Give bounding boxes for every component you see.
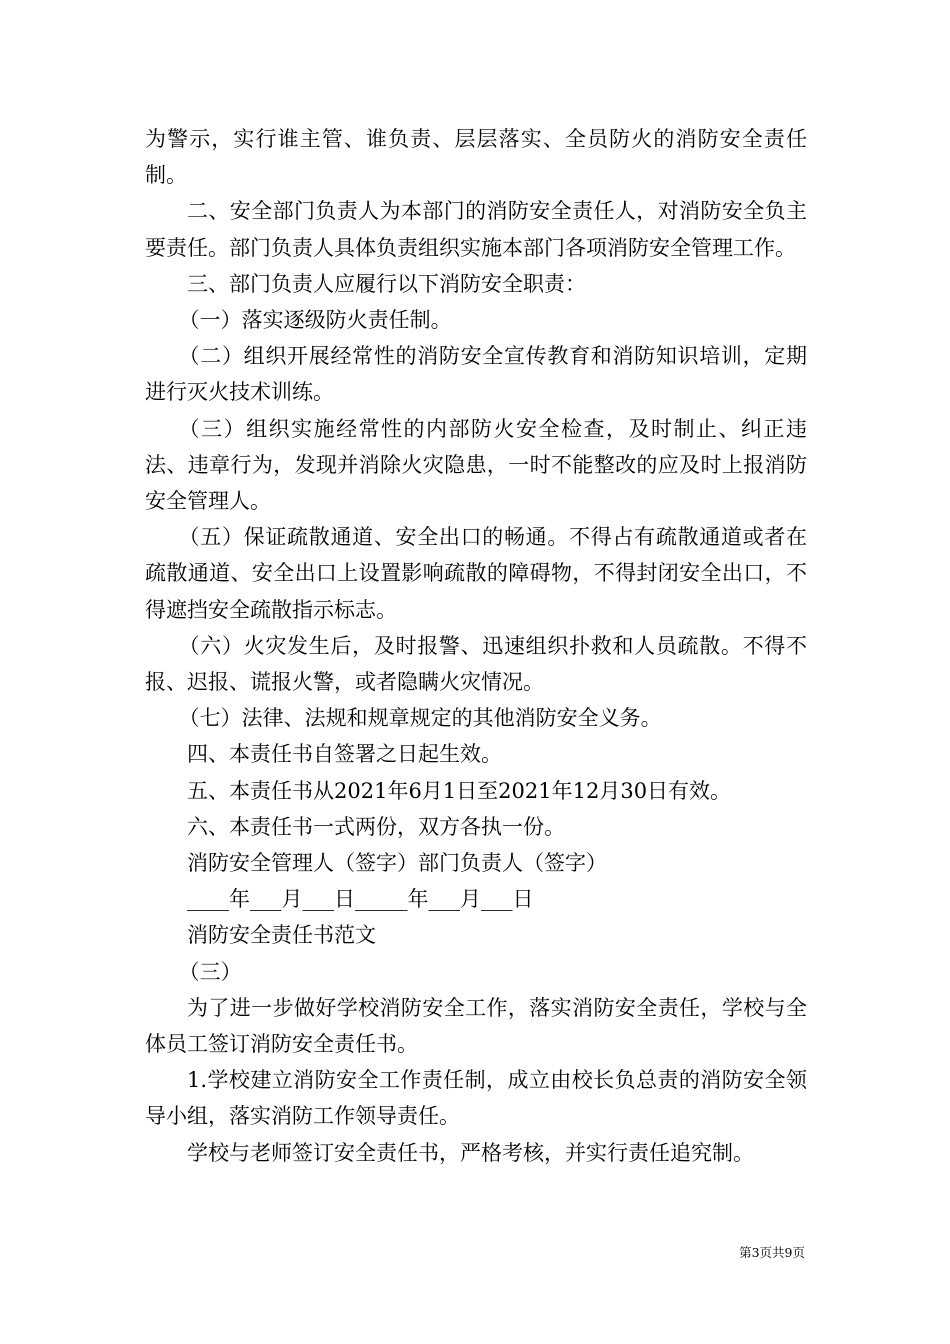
paragraph: （二）组织开展经常性的消防安全宣传教育和消防知识培训，定期进行灭火技术训练。	[145, 344, 807, 405]
paragraph: 学校与老师签订安全责任书，严格考核，并实行责任追究制。	[187, 1140, 754, 1165]
date-line: ____年___月___日_____年___月___日	[187, 887, 534, 912]
paragraph: 为了进一步做好学校消防安全工作，落实消防安全责任，学校与全体员工签订消防安全责任书。	[145, 995, 807, 1057]
signature-line: 消防安全管理人（签字）部门负责人（签字）	[187, 851, 607, 876]
section-number: （三）	[178, 959, 242, 984]
paragraph: （五）保证疏散通道、安全出口的畅通。不得占有疏散通道或者在疏散通道、安全出口上设置影响疏散的障碍物，不得封闭安全出口，不得遮挡安全疏散指示标志。	[145, 525, 807, 622]
paragraph: 二、安全部门负责人为本部门的消防安全责任人，对消防安全负主要责任。部门负责人具体负责组织实施本部门各项消防安全管理工作。	[145, 199, 807, 260]
paragraph: 四、本责任书自签署之日起生效。	[187, 742, 502, 767]
paragraph: 六、本责任书一式两份，双方各执一份。	[187, 814, 565, 839]
paragraph: （一）落实逐级防火责任制。	[178, 308, 452, 333]
paragraph: （六）火灾发生后，及时报警、迅速组织扑救和人员疏散。不得不报、迟报、谎报火警，或者隐瞒火灾情况。	[145, 633, 807, 695]
paragraph: （七）法律、法规和规章规定的其他消防安全义务。	[178, 706, 662, 731]
document-body	[145, 121, 807, 1171]
paragraph: （三）组织实施经常性的内部防火安全检查，及时制止、纠正违法、违章行为，发现并消除火灾隐患，一时不能整改的应及时上报消防安全管理人。	[145, 416, 807, 514]
paragraph: 1.学校建立消防安全工作责任制，成立由校长负总责的消防安全领导小组，落实消防工作领导责任。	[145, 1068, 807, 1129]
paragraph: 五、本责任书从2021年6月1日至2021年12月30日有效。	[187, 778, 732, 803]
paragraph: 为警示，实行谁主管、谁负责、层层落实、全员防火的消防安全责任制。	[145, 127, 807, 188]
paragraph: 三、部门负责人应履行以下消防安全职责：	[187, 271, 586, 296]
section-title: 消防安全责任书范文	[187, 923, 376, 948]
page-number: 第3页共9页	[739, 1245, 805, 1260]
